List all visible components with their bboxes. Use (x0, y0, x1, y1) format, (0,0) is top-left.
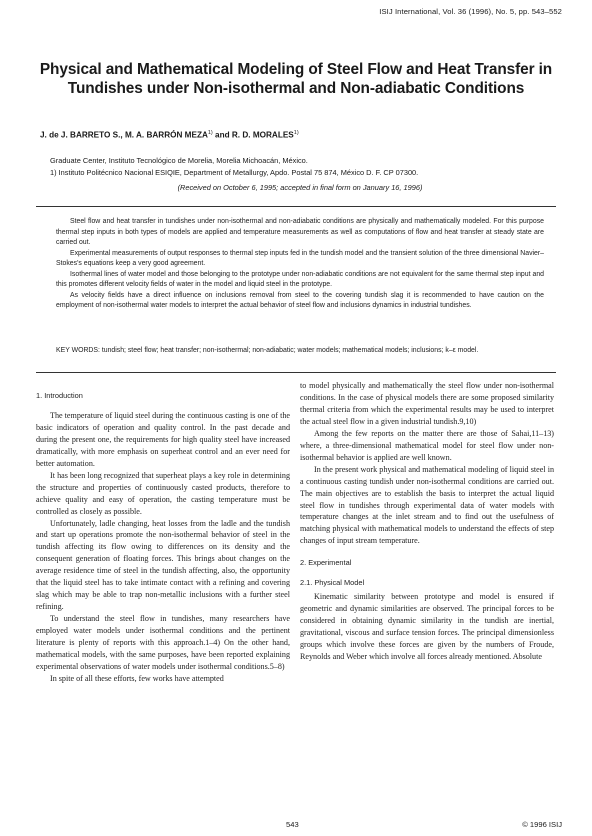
abstract-paragraph: As velocity fields have a direct influence on inclusions removal from steel to the covering tundish slag it is recommended to have caution on the employment of non-isothermal water models to interpret the actual behavior of steel flow and inclusions dynamics in industrial tundishes. (56, 291, 544, 309)
affiliation-mark: 1) (207, 130, 213, 136)
abstract-top-rule (36, 206, 556, 207)
body-paragraph: To understand the steel flow in tundishes, many researchers have employed water models under isothermal conditions and the pertinent literature is plenty of reports with this approach.1–4) On the other hand, mathematical models, with the same purposes, have been reported explaining experimental observations of water models under isothermal conditions.5–8) (36, 614, 290, 671)
author-list (40, 130, 560, 140)
paper-title: Physical and Mathematical Modeling of Steel Flow and Heat Transfer in Tundishes under Non-isothermal and Non-adiabatic Conditions (39, 61, 553, 97)
keywords: KEY WORDS: tundish; steel flow; heat transfer; non-isothermal; non-adiabatic; water models; mathematical models; inclusions; k–ε model. (56, 347, 479, 354)
affiliation-line: Graduate Center, Instituto Tecnológico de Morelia, Morelia Michoacán, México. (50, 156, 308, 165)
abstract (56, 217, 544, 312)
journal-header: ISIJ International, Vol. 36 (1996), No. 5, pp. 543–552 (379, 7, 562, 16)
received-date: (Received on October 6, 1995; accepted in final form on January 16, 1996) (177, 183, 423, 192)
affiliation-mark: 1) (293, 130, 299, 136)
author-conjunction: and (215, 130, 230, 140)
affiliation-line: 1) Instituto Politécnico Nacional ESIQIE, Department of Metallurgy, Apdo. Postal 75 874, México D. F. CP 07300. (50, 168, 419, 177)
author-1: J. de J. BARRETO S., (40, 130, 123, 140)
body-paragraph: It has been long recognized that superheat plays a key role in determining the structure and properties of continuously casted products, therefore to achieve quality and easy of operation, the casting temperature must be controlled as closely as possible. (36, 470, 290, 516)
body-paragraph: Among the few reports on the matter there are those of Sahai,11–13) where, a three-dimensional mathematical model for steel flow under non-isothermal behavior is applied are well known. (300, 428, 554, 462)
abstract-paragraph: Steel flow and heat transfer in tundishes under non-isothermal and non-adiabatic conditions are physically and mathematically modeled. For this purpose thermal step inputs in both types of models are applied and temperature measurements as well as computations of flow and heat transfer at steady state are carried out. (56, 218, 544, 246)
body-paragraph: to model physically and mathematically the steel flow under non-isothermal conditions. In the case of physical models there are some proposed similarity thermal criteria from which the experimental results may be used to interpret the actual steel flow in a given industrial tundish.9,10) (300, 381, 554, 426)
abstract-paragraph: Experimental measurements of output responses to thermal step inputs fed in the tundish model and the transient solution of the three dimensional Navier–Stokes's equations keep a very good agreement. (56, 249, 544, 267)
body-paragraph: Unfortunately, ladle changing, heat losses from the ladle and the tundish and start up operations promote the non-isothermal behavior of steel in the tundish affecting its flow owing to differences on its density and the consequent generation of floating forces. This brings about changes on the average residence time of steel in the tundish affecting, also, the opportunity that the liquid steel has to take intimate contact with a refining and covering slag which may be able to trap non-metallic inclusions with a further steel refining. (36, 518, 290, 612)
body-paragraph: In spite of all these efforts, few works have attempted (50, 673, 224, 683)
section-heading: 2. Experimental (300, 558, 352, 568)
author-3: R. D. MORALES (231, 130, 294, 140)
section-heading: 1. Introduction (36, 391, 83, 400)
left-column (36, 380, 290, 685)
abstract-paragraph: Isothermal lines of water model and those belonging to the prototype under non-adiabatic conditions are not equivalent for the same thermal step input and this promotes different velocity fields of water in the model and liquid steel in the prototype. (56, 270, 544, 288)
copyright-notice: © 1996 ISIJ (522, 820, 562, 829)
body-paragraph: The temperature of liquid steel during the continuous casting is one of the basic indicators of operation and quality control. In the past decade and during the present one, the requirements for high quality steel have increased dramatically, with more emphasis on superheat control and an ever need for better automation. (36, 410, 290, 468)
abstract-bottom-rule (36, 372, 556, 373)
author-2: M. A. BARRÓN MEZA (124, 130, 208, 140)
body-paragraph: Kinematic similarity between prototype and model is ensured if geometric and dynamic similarities are observed. The principal forces to be considered in obtaining dynamic similarity in the tundish are inertial, gravitational, viscous and surface tension forces. The principal dimensionless groups which involve these forces are given by the numbers of Froude, Reynolds and Weber which involve all forces already mentioned. Absolute (300, 592, 554, 662)
page-number: 543 (286, 820, 299, 829)
right-column (300, 380, 554, 663)
body-paragraph: In the present work physical and mathematical modeling of liquid steel in a continuous casting tundish under non-isothermal conditions are carried out. The main objectives are to establish the basis to interpret the actual liquid steel flow in tundishes through experimental data of water models with temperature changes at the inlet stream and to find out the usefulness of matching physical with mathematical models to understand the effects of step changes of input stream temperature. (300, 464, 554, 546)
subsection-heading: 2.1. Physical Model (300, 578, 365, 588)
